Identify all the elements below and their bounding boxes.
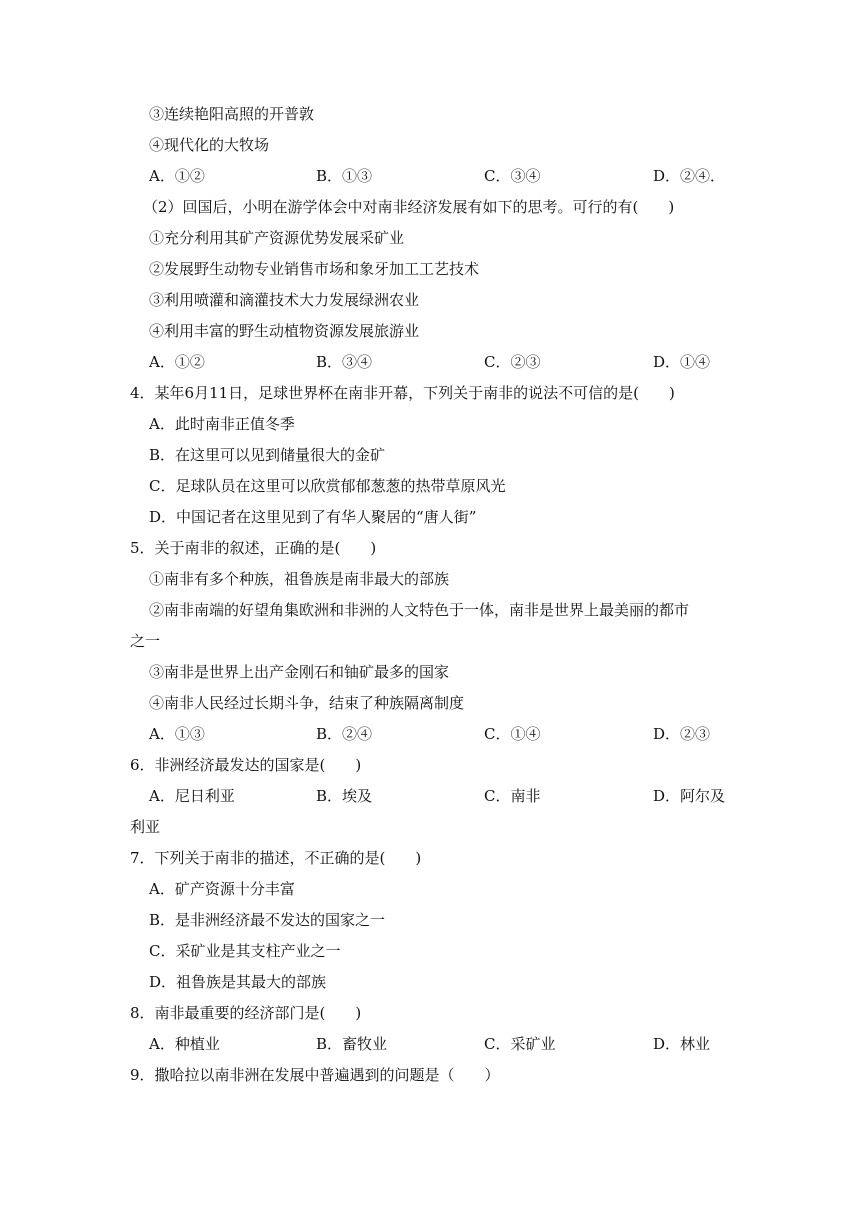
choice-continuation — [0, 816, 860, 838]
option-d: D．中国记者在这里见到了有华人聚居的“唐人街” — [149, 508, 477, 526]
choice-a: A．尼日利亚 — [149, 787, 235, 805]
choice-row — [0, 1033, 860, 1055]
choice-a: A．种植业 — [149, 1035, 220, 1053]
choice-a: A．①② — [149, 167, 205, 185]
option-line — [0, 971, 860, 993]
choice-row — [0, 351, 860, 373]
statement-2: ②发展野生动物专业销售市场和象牙加工工艺技术 — [149, 260, 480, 278]
option-line — [0, 940, 860, 962]
choice-d: D．阿尔及 — [653, 787, 726, 805]
choice-b: B．①③ — [316, 167, 373, 185]
choice-d: D．林业 — [653, 1035, 711, 1053]
statement-1: ①南非有多个种族，祖鲁族是南非最大的部族 — [149, 570, 450, 588]
item-4-option-line — [0, 134, 860, 156]
statement-4: ④现代化的大牧场 — [149, 136, 270, 154]
choice-d: D．①④ — [653, 353, 711, 371]
choice-c: C．③④ — [484, 167, 541, 185]
choice-c: C．采矿业 — [484, 1035, 556, 1053]
choice-row — [0, 165, 860, 187]
option-d: D．祖鲁族是其最大的部族 — [149, 973, 327, 991]
subquestion-2-text: （2）回国后，小明在游学体会中对南非经济发展有如下的思考。可行的有( ) — [143, 198, 675, 216]
statement-3: ③南非是世界上出产金刚石和铀矿最多的国家 — [149, 663, 450, 681]
option-c: C．采矿业是其支柱产业之一 — [149, 942, 341, 960]
statement-4: ④利用丰富的野生动植物资源发展旅游业 — [149, 322, 420, 340]
question-8 — [0, 1002, 860, 1024]
option-line — [0, 444, 860, 466]
question-7 — [0, 847, 860, 869]
choice-b: B．埃及 — [316, 787, 373, 805]
choice-a: A．①② — [149, 353, 205, 371]
question-8-text: 8．南非最重要的经济部门是( ) — [130, 1004, 362, 1022]
choice-a: A．①③ — [149, 725, 205, 743]
statement-1: ①充分利用其矿产资源优势发展采矿业 — [149, 229, 405, 247]
statement-continuation — [0, 630, 860, 652]
choice-b: B．③④ — [316, 353, 373, 371]
statement-line — [0, 661, 860, 683]
option-line — [0, 878, 860, 900]
statement-2: ②南非南端的好望角集欧洲和非洲的人文特色于一体，南非是世界上最美丽的都市 — [149, 601, 690, 619]
choice-d-continued: 利亚 — [130, 818, 161, 836]
choice-c: C．①④ — [484, 725, 541, 743]
option-line — [0, 909, 860, 931]
statement-line — [0, 599, 860, 621]
option-b: B．是非洲经济最不发达的国家之一 — [149, 911, 386, 929]
statement-line — [0, 227, 860, 249]
statement-line — [0, 568, 860, 590]
statement-3: ③利用喷灌和滴灌技术大力发展绿洲农业 — [149, 291, 420, 309]
statement-3: ③连续艳阳高照的开普敦 — [149, 105, 315, 123]
statement-2-continued: 之一 — [130, 632, 161, 650]
statement-4: ④南非人民经过长期斗争，结束了种族隔离制度 — [149, 694, 465, 712]
option-line — [0, 475, 860, 497]
question-7-text: 7．下列关于南非的描述，不正确的是( ) — [130, 849, 422, 867]
choice-row — [0, 723, 860, 745]
subquestion-2 — [0, 196, 860, 218]
question-4-text: 4．某年6月11日，足球世界杯在南非开幕，下列关于南非的说法不可信的是( ) — [130, 384, 675, 402]
choice-row — [0, 785, 860, 807]
question-6-text: 6．非洲经济最发达的国家是( ) — [130, 756, 362, 774]
option-c: C．足球队员在这里可以欣赏郁郁葱葱的热带草原风光 — [149, 477, 506, 495]
choice-b: B．②④ — [316, 725, 373, 743]
option-line — [0, 413, 860, 435]
choice-c: C．南非 — [484, 787, 541, 805]
question-5 — [0, 537, 860, 559]
question-4 — [0, 382, 860, 404]
statement-line — [0, 320, 860, 342]
question-9-text: 9．撒哈拉以南非洲在发展中普遍遇到的问题是（ ） — [130, 1066, 500, 1084]
question-9 — [0, 1064, 860, 1086]
choice-c: C．②③ — [484, 353, 541, 371]
option-b: B．在这里可以见到储量很大的金矿 — [149, 446, 386, 464]
choice-d: D．②③ — [653, 725, 711, 743]
question-6 — [0, 754, 860, 776]
statement-line — [0, 258, 860, 280]
choice-d: D．②④． — [653, 167, 726, 185]
option-a: A．此时南非正值冬季 — [149, 415, 295, 433]
statement-line — [0, 289, 860, 311]
statement-line — [0, 692, 860, 714]
choice-b: B．畜牧业 — [316, 1035, 388, 1053]
option-line — [0, 506, 860, 528]
item-3-option-line — [0, 103, 860, 125]
question-5-text: 5．关于南非的叙述，正确的是( ) — [130, 539, 377, 557]
option-a: A．矿产资源十分丰富 — [149, 880, 295, 898]
